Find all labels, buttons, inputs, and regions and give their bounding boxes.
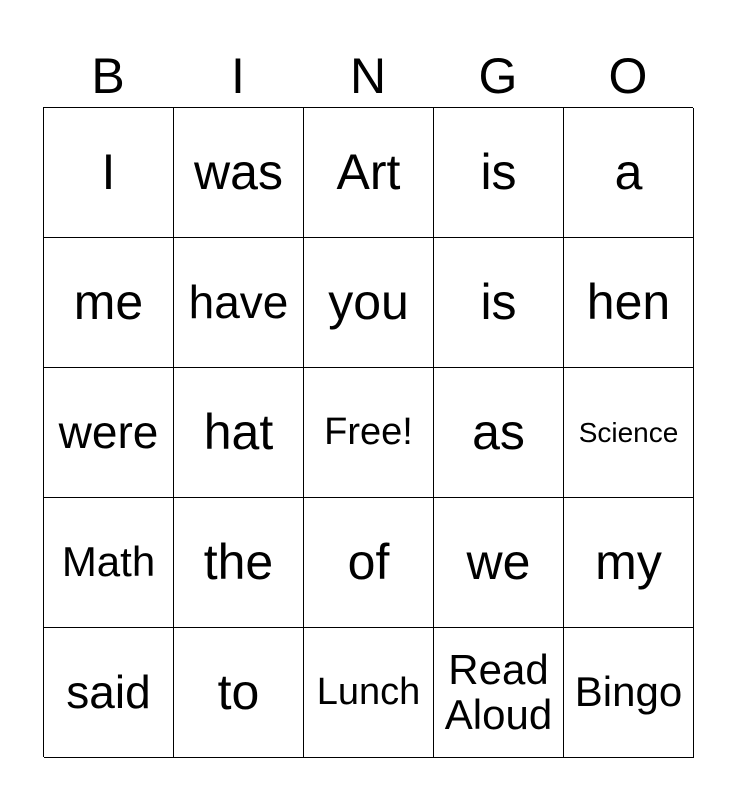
- cell-text: Art: [336, 144, 401, 201]
- cell-text: have: [188, 276, 289, 329]
- cell-text: of: [347, 534, 390, 591]
- cell-text: hat: [203, 404, 274, 461]
- cell-text: is: [480, 274, 517, 331]
- bingo-cell[interactable]: [174, 238, 304, 368]
- cell-text: Lunch: [316, 670, 421, 713]
- bingo-cell[interactable]: [564, 628, 694, 758]
- header-letter-b: B: [91, 48, 125, 104]
- cell-text: as: [472, 404, 525, 461]
- header-letter-o: O: [608, 48, 648, 104]
- cell-text: were: [58, 406, 159, 459]
- bingo-cell[interactable]: [174, 108, 304, 238]
- header-letter-g: G: [478, 48, 518, 104]
- cell-text: hen: [586, 274, 671, 331]
- bingo-cell[interactable]: [304, 498, 434, 628]
- cell-text: I: [101, 144, 116, 201]
- header-letter-i: I: [231, 48, 245, 104]
- free-space-cell[interactable]: [304, 368, 434, 498]
- bingo-cell[interactable]: [174, 498, 304, 628]
- cell-text: is: [480, 144, 517, 201]
- bingo-cell[interactable]: [564, 368, 694, 498]
- cell-text: the: [203, 534, 274, 591]
- bingo-cell[interactable]: [44, 628, 174, 758]
- cell-text: my: [595, 534, 662, 591]
- bingo-cell[interactable]: [304, 238, 434, 368]
- bingo-cell[interactable]: [434, 238, 564, 368]
- header-letter-n: N: [349, 48, 387, 104]
- bingo-cell[interactable]: [564, 238, 694, 368]
- cell-text: we: [466, 534, 531, 591]
- bingo-cell[interactable]: [434, 108, 564, 238]
- cell-text: was: [194, 144, 283, 201]
- bingo-cell[interactable]: [564, 498, 694, 628]
- bingo-cell[interactable]: [564, 108, 694, 238]
- bingo-grid: [43, 107, 693, 757]
- bingo-cell[interactable]: [434, 368, 564, 498]
- bingo-cell[interactable]: [304, 108, 434, 238]
- cell-text: you: [328, 274, 409, 331]
- bingo-cell[interactable]: [304, 628, 434, 758]
- cell-text: Math: [61, 538, 156, 586]
- bingo-cell[interactable]: [174, 628, 304, 758]
- cell-text: said: [66, 666, 151, 719]
- cell-text: Bingo: [574, 668, 683, 716]
- bingo-cell[interactable]: [44, 498, 174, 628]
- bingo-cell[interactable]: [174, 368, 304, 498]
- free-space-text: Free!: [324, 410, 413, 453]
- cell-text: a: [614, 144, 643, 201]
- cell-text: Read Aloud: [444, 646, 553, 738]
- bingo-header: [43, 46, 693, 106]
- bingo-cell[interactable]: [44, 368, 174, 498]
- bingo-cell[interactable]: [434, 628, 564, 758]
- cell-text: me: [73, 274, 144, 331]
- cell-text: to: [217, 664, 260, 721]
- bingo-cell[interactable]: [434, 498, 564, 628]
- bingo-cell[interactable]: [44, 108, 174, 238]
- cell-text: Science: [578, 416, 679, 448]
- bingo-cell[interactable]: [44, 238, 174, 368]
